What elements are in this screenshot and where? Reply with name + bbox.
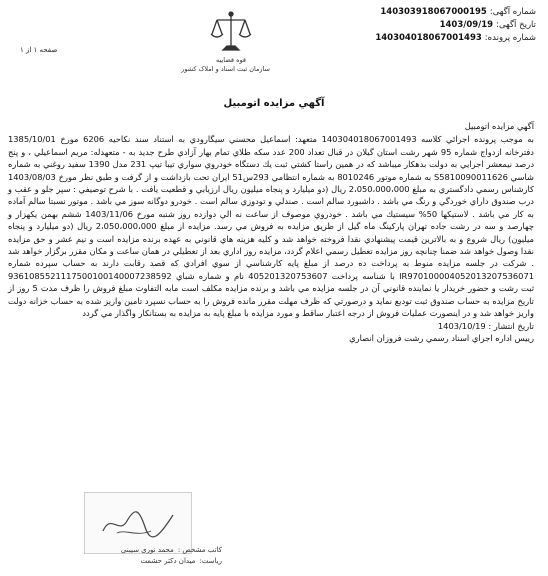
ad-number-value: 140303918067000195 xyxy=(380,7,487,17)
signer-position-label: رياست: xyxy=(199,557,222,565)
ad-number-label: شماره آگهی: xyxy=(489,7,536,17)
org-name: قوه قضاییه xyxy=(216,56,246,64)
ad-date-label: تاریخ آگهی: xyxy=(496,20,536,30)
issuer-line: رييس اداره اجراي اسناد رسمي رشت فروزان انصاري xyxy=(349,332,534,343)
ad-date-row xyxy=(286,19,536,32)
ad-meta xyxy=(286,6,536,45)
signer-position-row xyxy=(50,556,222,567)
file-number-row xyxy=(286,32,536,45)
signer-name-label: كاتب مشخص : xyxy=(177,546,222,554)
judiciary-emblem xyxy=(181,8,270,74)
handwritten-signature-icon xyxy=(99,503,177,541)
publish-date-line: تاريخ انتشار : 1403/10/19 xyxy=(437,320,534,331)
page-number: صفحه ۱ از ۱ xyxy=(20,46,58,54)
signer-position-value: ميدان دكتر حشمت xyxy=(140,557,196,565)
notice-title: آگهي مزايده اتومبيل xyxy=(223,98,325,109)
notice-body xyxy=(8,120,534,344)
ad-number-row xyxy=(286,6,536,19)
ad-date-value: 1403/09/19 xyxy=(439,20,494,30)
org-subname: سازمان ثبت اسناد و املاک کشور xyxy=(181,65,270,73)
file-number-value: 140304018067001493 xyxy=(375,33,482,43)
scales-of-justice-icon xyxy=(207,8,255,56)
notice-subtitle: آگهي مزايده اتومبيل xyxy=(464,121,534,131)
file-number-label: شماره پرونده: xyxy=(484,33,536,43)
notice-paragraph: به موجب پرونده اجرائي كلاسه 140304018067001493 متعهد: اسماعيل محسني سيگارودي به استناد سند نكاحيه 6206 مورخ 1385/10/01 دفترخانه ازدواج شماره 95 شهر رشت استان گيلان در قبال تعداد 200 عدد سكه طلاي تمام بهار آزادي طرح جديد به - متعهدله: مريم اسماعيلي ، و پنج درصد نيمعشر اجرايي به دولت بدهكار ميباشد كه در همين راستا كشتي ثبت يك دستگاه خودروي سواري تيبا تيپ 231 مدل 1390 سفيد روغني به شماره شاسي S5810090011626 به شماره موتور 8010246 به شماره انتظامي 293س51 ايران تحت بازداشت و از گرفت و طبق نظر مورخ 1403/08/03 كارشناس رسمي دادگستري به مبلغ 2،050،000،000 ريال (دو ميليارد و پنجاه ميليون ريال ارزيابي و قطعيت يافت . با شرح توصيفي : سپر جلو و عقب و درب صندوق داراي خوردگي و رنگ مي باشد . داشبورد سالم است . صندلي و تودوزي سالم است . خودرو دوگانه سوز مي باشد . موتور نسبتا سالم آماده به كار مي باشد . لاستيكها 50% سيستيك مي باشد . خودروي موصوف از ساعت نه الي دوازده روز شنبه مورخ 1403/11/06 ششم بهمن يكهزار و چهارصد و سه در رشت جاده تهران پاركينگ ماه گيل از طريق مزايده به فروش مي رسد. مزايده از مبلغ 2،050،000،000 ريال (دو ميليارد و پنجاه ميليون) ريال شروع و به بالاترين قيمت پيشنهادي نقدا فروخته خواهد شد و كليه هزينه هاي قانوني به عهده برنده مزايده است و نيم عشر و حق مزايده نقدا وصول خواهد شد ضمنا چنانچه روز مزايده تعطيل رسمي اعلام گردد، مزايده روز اداري بعد از تعطيلي در همان ساعت و مكان مقرر برگزار خواهد شد . شركت در جلسه مزايده منوط به پرداخت ده درصد از مبلغ پايه كارشناسي از سوي افرادي كه قصد رقابت دارند به حساب سپرده شماره IR970100004052013207536071 با شناسه پرداخت 405201320753607 نام و شماره شباي 9361085521117500100140007238592 ثبت رشت و حضور خريدار يا نماينده قانوني آن در جلسه مزايده مي باشد و برنده مزايده مكلف است مابه التفاوت مبلغ فروش را ظرف مدت 5 روز از تاريخ مزايده به حساب صندوق ثبت توديع نمايد و درصورتي كه ظرف مهلت مقرر مانده فروش را به حساب نسپرد تامين واريز شده به حساب خزانه دولت واريز خواهد شد و در اينصورت عمليات فروش از درجه اعتبار ساقط و مورد مزايده با مبلغ پايه به مزايده به بستانكار واگذار مي گردد xyxy=(8,134,535,319)
signer-name-row xyxy=(50,545,222,556)
signer-name-value: محمد نوری سیبنی xyxy=(120,546,174,554)
signer-block xyxy=(50,545,222,567)
